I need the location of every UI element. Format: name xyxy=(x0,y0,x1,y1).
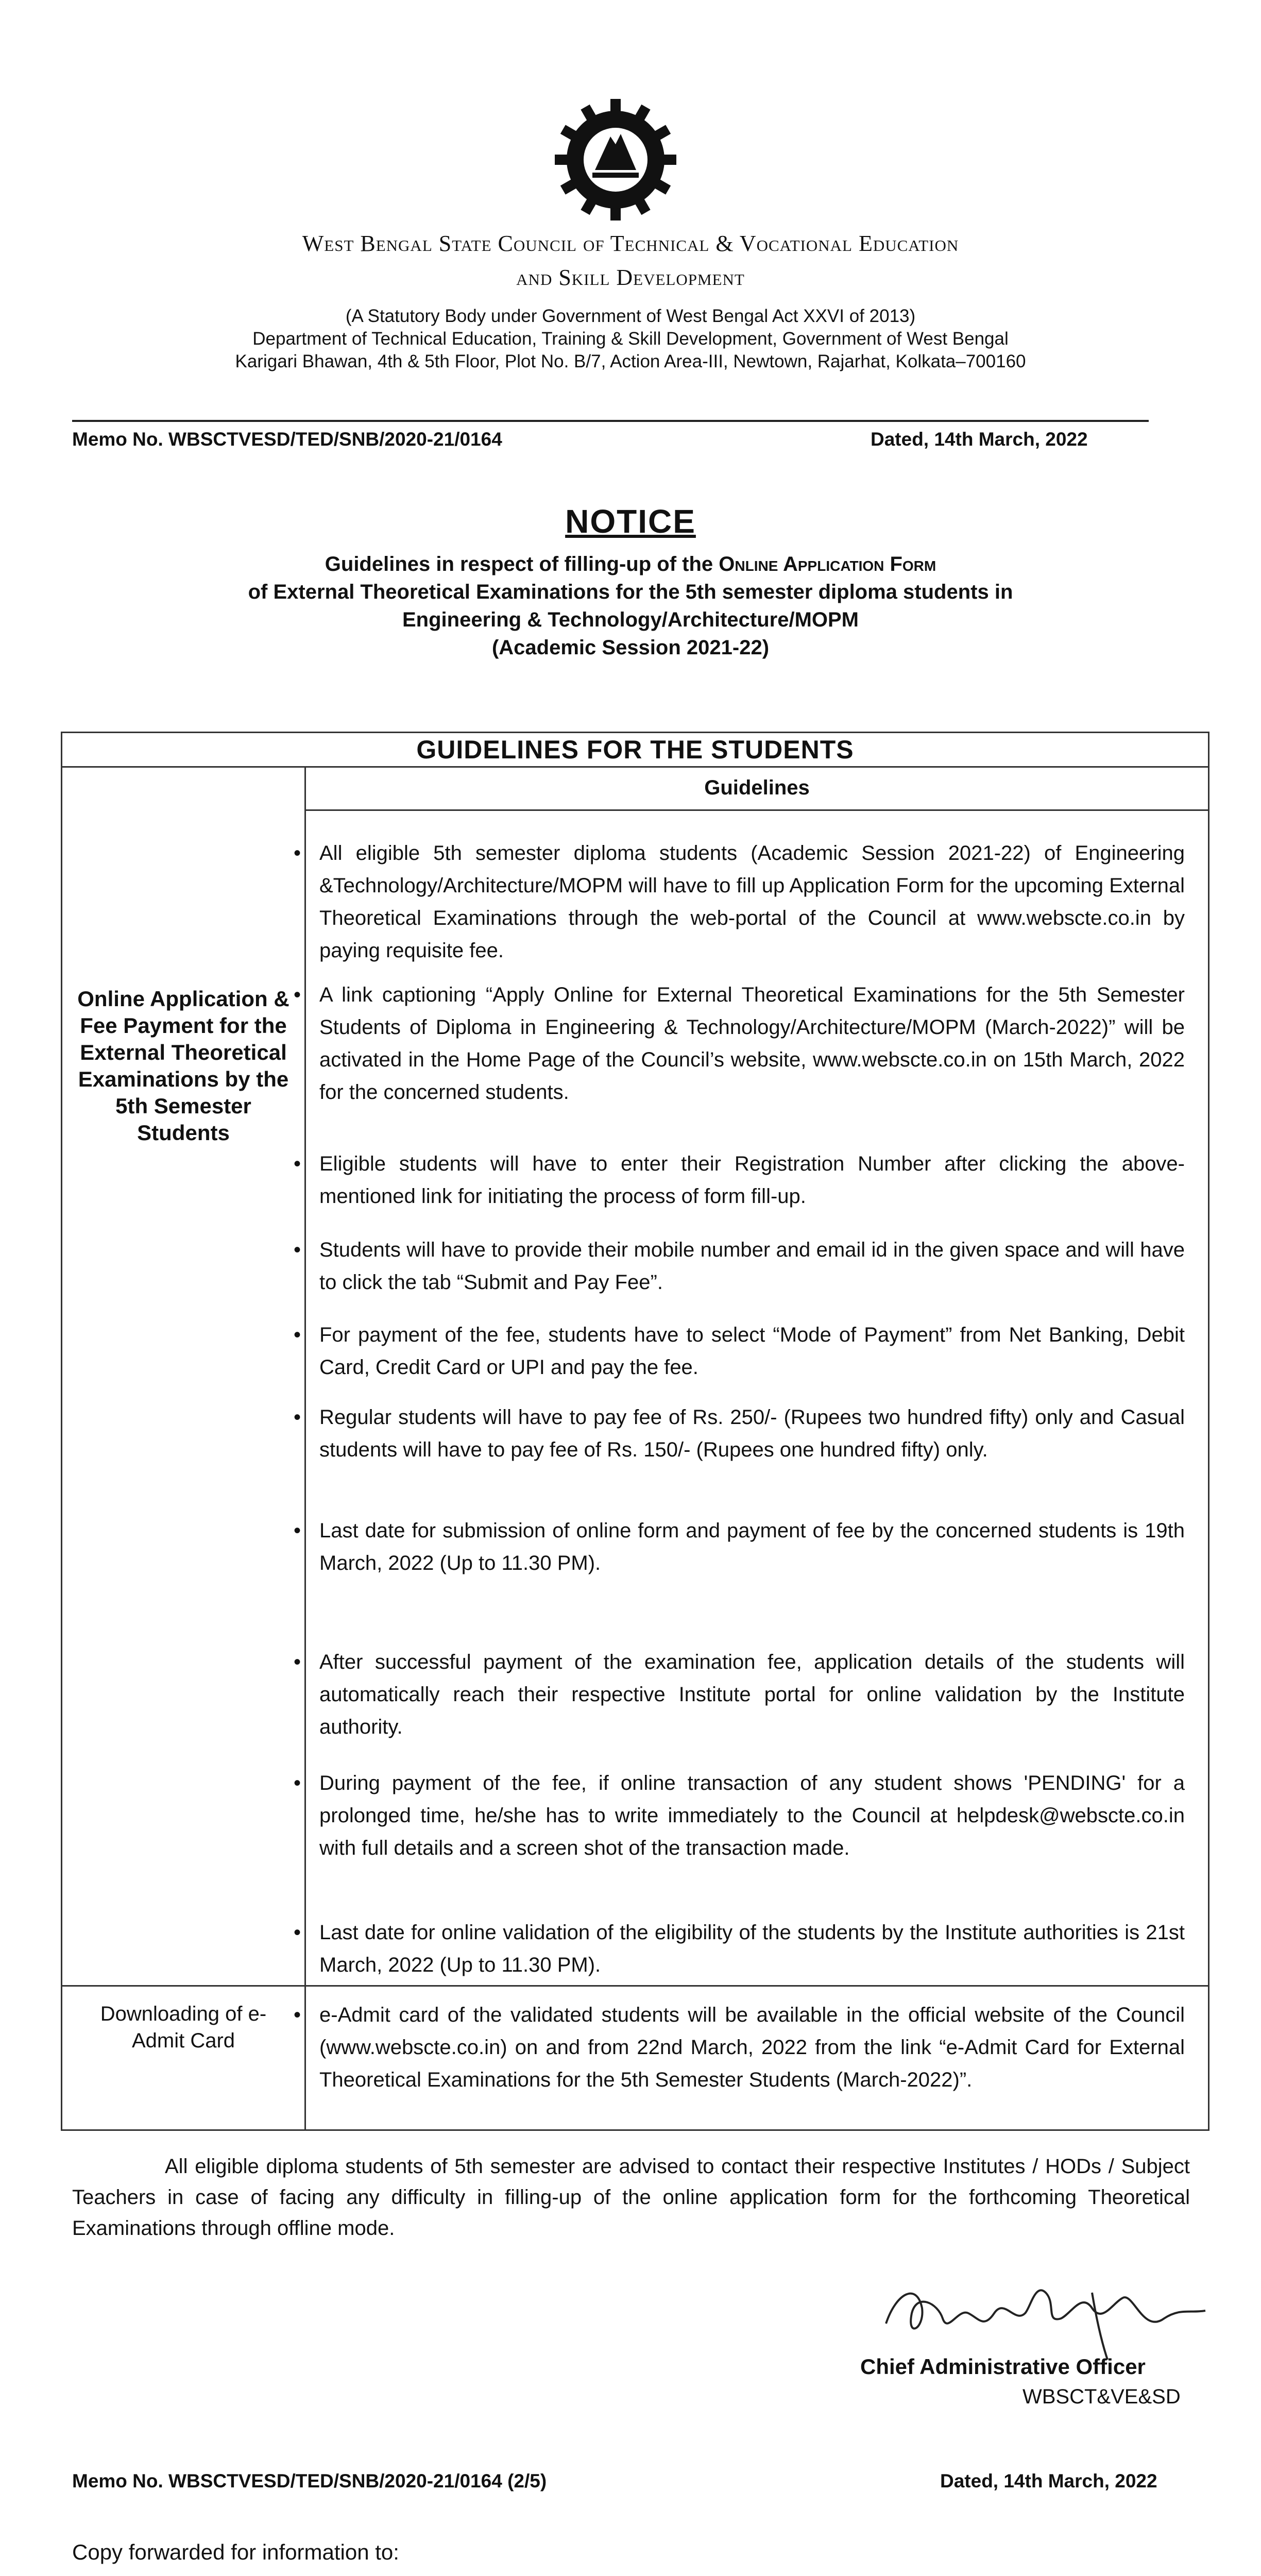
bullet-icon: • xyxy=(294,842,301,865)
notice-title: NOTICE xyxy=(565,503,696,540)
notice-subtitle-line1a: Guidelines in respect of filling-up of the xyxy=(325,553,719,575)
notice-subtitle-line3: Engineering & Technology/Architecture/MOPM xyxy=(402,608,859,631)
bullet-icon: • xyxy=(294,1239,301,1261)
header-divider xyxy=(72,420,1149,422)
bullet-icon: • xyxy=(294,984,301,1006)
guideline-item xyxy=(294,1319,1185,1384)
guideline-item xyxy=(294,1401,1185,1466)
bullet-icon: • xyxy=(294,2004,301,2026)
row-label-text: Online Application & Fee Payment for the External Theoretical Examinations by the 5th Semester Students xyxy=(77,987,289,1145)
guideline-text: e-Admit card of the validated students will be available in the official website of the Council (www.webscte.co.in) on and from 22nd March, 2022 from the link “e-Admit Card for External Theoretical Examinations for the 5th Semester Students (March-2022)”. xyxy=(319,2004,1185,2091)
guideline-text: A link captioning “Apply Online for External Theoretical Examinations for the 5th Semester Students of Diploma in Engineering & Technology/Architecture/MOPM (March-2022)” will be activated in the Home Page of the Council’s website, www.webscte.co.in on 15th March, 2022 for the concerned students. xyxy=(319,984,1185,1104)
guideline-text: Regular students will have to pay fee of Rs. 250/- (Rupees two hundred fifty) only and Casual students will have to pay fee of Rs. 150/- (Rupees one hundred fifty) only. xyxy=(319,1406,1185,1461)
memo-date: Dated, 14th March, 2022 xyxy=(871,429,1088,450)
row-label-online-application xyxy=(62,986,304,1146)
table-column-divider xyxy=(304,766,306,2129)
guideline-item xyxy=(294,1646,1185,1743)
council-logo-icon xyxy=(554,98,677,222)
notice-subtitle-line4: (Academic Session 2021-22) xyxy=(491,636,770,659)
bullet-icon: • xyxy=(294,1651,301,1673)
guideline-text: Last date for submission of online form and payment of fee by the concerned students is 19th March, 2022 (Up to 11.30 PM). xyxy=(319,1519,1185,1574)
table-column-heading: Guidelines xyxy=(306,766,1208,811)
guideline-item xyxy=(294,1148,1185,1213)
guideline-text: After successful payment of the examination fee, application details of the students will automatically reach their respective Institute portal for online validation by the Institute authority. xyxy=(319,1651,1185,1738)
guideline-text: For payment of the fee, students have to select “Mode of Payment” from Net Banking, Debit Card, Credit Card or UPI and pay the fee. xyxy=(319,1324,1185,1379)
guideline-item xyxy=(294,837,1185,967)
bullet-icon: • xyxy=(294,1406,301,1429)
org-name xyxy=(0,227,1261,295)
notice-subtitle-line2: of External Theoretical Examinations for the 5th semester diploma students in xyxy=(248,581,1013,603)
signatory-org: WBSCT&VE&SD xyxy=(1023,2385,1181,2408)
org-department-line: Department of Technical Education, Training & Skill Development, Government of West Bengal xyxy=(252,329,1009,349)
table-heading: GUIDELINES FOR THE STUDENTS xyxy=(62,733,1208,768)
guideline-text: Students will have to provide their mobile number and email id in the given space and will have to click the tab “Submit and Pay Fee”. xyxy=(319,1239,1185,1294)
signature-icon xyxy=(876,2262,1211,2365)
memo-number: Memo No. WBSCTVESD/TED/SNB/2020-21/0164 xyxy=(72,429,502,450)
org-address-line: Karigari Bhawan, 4th & 5th Floor, Plot No. B/7, Action Area-III, Newtown, Rajarhat, Kolkata–700160 xyxy=(235,351,1026,371)
advice-paragraph: All eligible diploma students of 5th semester are advised to contact their respective Institutes / HODs / Subject Teachers in case of facing any difficulty in filling-up of the online application form for the forthcoming Theoretical Examinations through offline mode. xyxy=(72,2155,1190,2240)
guideline-text: Eligible students will have to enter their Registration Number after clicking the above-mentioned link for initiating the process of form fill-up. xyxy=(319,1153,1185,1208)
bullet-icon: • xyxy=(294,1772,301,1794)
bullet-icon: • xyxy=(294,1921,301,1944)
notice-subtitle xyxy=(0,550,1261,662)
org-details xyxy=(0,305,1261,373)
guideline-item xyxy=(294,1234,1185,1299)
row-label-admit-card xyxy=(62,2001,304,2054)
bullet-icon: • xyxy=(294,1324,301,1346)
guideline-item xyxy=(294,1917,1185,1981)
guideline-item xyxy=(294,1999,1185,2096)
guideline-text: All eligible 5th semester diploma students (Academic Session 2021-22) of Engineering &Technology/Architecture/MOPM will have to fill up Application Form for the upcoming External Theoretical Examinations through the web-portal of the Council at www.webscte.co.in by paying requisite fee. xyxy=(319,842,1185,962)
bullet-icon: • xyxy=(294,1153,301,1175)
org-name-line2: and Skill Development xyxy=(516,265,745,290)
org-name-line1: West Bengal State Council of Technical & Vocational Education xyxy=(302,231,959,256)
org-statutory-line: (A Statutory Body under Government of West Bengal Act XXVI of 2013) xyxy=(345,306,916,326)
guideline-text: During payment of the fee, if online transaction of any student shows 'PENDING' for a prolonged time, he/she has to write immediately to the Council at helpdesk@webscte.co.in with full details and a screen shot of the transaction made. xyxy=(319,1772,1185,1859)
notice-subtitle-line1b: Online Application Form xyxy=(719,553,936,575)
signatory-title: Chief Administrative Officer xyxy=(860,2354,1146,2379)
guideline-item xyxy=(294,1767,1185,1865)
guideline-item xyxy=(294,979,1185,1109)
copy-forwarded-intro: Copy forwarded for information to: xyxy=(72,2540,399,2564)
memo-date-copy: Dated, 14th March, 2022 xyxy=(940,2470,1157,2492)
memo-number-copy: Memo No. WBSCTVESD/TED/SNB/2020-21/0164 (2/5) xyxy=(72,2470,547,2492)
guideline-text: Last date for online validation of the eligibility of the students by the Institute authorities is 21st March, 2022 (Up to 11.30 PM). xyxy=(319,1921,1185,1976)
row-label-text: Downloading of e-Admit Card xyxy=(100,2003,267,2052)
bullet-icon: • xyxy=(294,1519,301,1542)
table-row-divider xyxy=(62,1985,1208,1987)
guideline-item xyxy=(294,1515,1185,1580)
